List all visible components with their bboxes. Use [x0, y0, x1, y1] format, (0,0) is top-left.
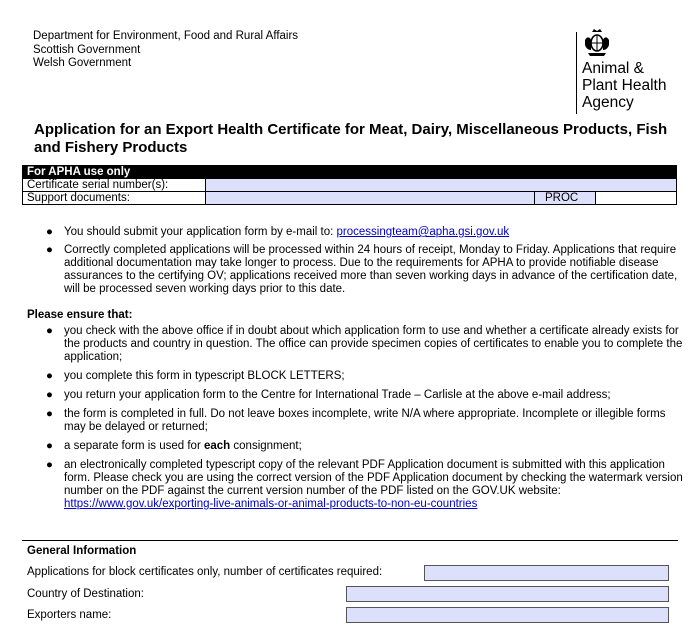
submission-bullets [44, 226, 684, 301]
block-certificates-label: Applications for block certificates only, number of certificates required: [27, 566, 383, 578]
bullet-icon: ● [46, 226, 53, 238]
block-certificates-input[interactable] [424, 565, 669, 581]
serial-number-field[interactable] [206, 179, 677, 192]
pdf-copy-text: an electronically completed typescript copy of the relevant PDF Application document is submitted with this application form. Please check you are using the correct version of the PDF Application document by checking the watermark version number on the PDF against the current version number of the PDF listed on the GOV.UK website: [64, 459, 683, 497]
serial-number-label: Certificate serial number(s): [23, 179, 206, 192]
list-item [44, 370, 684, 383]
ensure-bullets [44, 325, 684, 517]
exporters-name-label: Exporters name: [27, 609, 112, 621]
department-scottish-government: Scottish Government [33, 43, 141, 56]
list-item [44, 325, 684, 364]
list-item [44, 226, 684, 239]
gov-uk-link[interactable]: https://www.gov.uk/exporting-live-animals-or-animal-products-to-non-eu-countries [64, 498, 478, 510]
email-link[interactable]: processingteam@apha.gsi.gov.uk [336, 226, 510, 238]
ensure-heading: Please ensure that: [27, 309, 133, 321]
bullet-icon: ● [46, 408, 53, 420]
bullet-icon: ● [46, 325, 53, 337]
list-item [44, 459, 684, 511]
ensure-item-text: you return your application form to the Centre for International Trade – Carlisle at the above e-mail address; [64, 389, 611, 401]
country-of-destination-input[interactable] [346, 586, 669, 602]
agency-name [582, 60, 666, 111]
bullet-icon: ● [46, 244, 53, 256]
list-item [44, 440, 684, 453]
separate-form-prefix: a separate form is used for [64, 440, 204, 452]
apha-use-table [22, 165, 677, 205]
ensure-item-text: you check with the above office if in doubt about which application form to use and whether a certificate already exists for the products and country in question. The office can provide specimen copies of certificates to enable you to complete the application; [64, 325, 683, 363]
separate-form-each: each [203, 440, 231, 452]
ensure-item-text: you complete this form in typescript BLOCK LETTERS; [64, 370, 345, 382]
list-item [44, 408, 684, 434]
submit-text: You should submit your application form by e-mail to: [64, 226, 337, 238]
agency-line-1: Animal & [582, 60, 645, 77]
separate-form-suffix: consignment; [230, 440, 302, 452]
general-info-heading: General Information [27, 545, 137, 557]
ensure-item-text: the form is completed in full. Do not leave boxes incomplete, write N/A where appropriate. Incomplete or illegible forms may be delayed or returned; [64, 408, 666, 433]
bullet-icon: ● [46, 440, 53, 452]
department-defra: Department for Environment, Food and Rural Affairs [33, 30, 299, 42]
bullet-icon: ● [46, 370, 53, 382]
processing-text: Correctly completed applications will be processed within 24 hours of receipt, Monday to Friday. Applications that require additional documentation may take longer to process. Due to the requirements for APHA to provide notifiable disease assurances to the certifying OV; applications received more than seven working days in advance of the certification date, will be processed seven working days prior to this date. [64, 244, 678, 295]
agency-line-3: Agency [582, 94, 634, 111]
logo-divider [576, 32, 577, 114]
agency-line-2: Plant Health [582, 77, 667, 94]
country-of-destination-label: Country of Destination: [27, 588, 144, 600]
bullet-icon: ● [46, 459, 53, 471]
apha-use-heading: For APHA use only [23, 166, 677, 179]
list-item [44, 244, 684, 296]
department-list [33, 30, 298, 71]
apha-logo [574, 28, 700, 120]
proc-field[interactable] [596, 192, 677, 205]
support-documents-label: Support documents: [23, 192, 206, 205]
proc-label: PROC [535, 192, 596, 205]
bullet-icon: ● [46, 389, 53, 401]
department-welsh-government: Welsh Government [33, 57, 132, 69]
exporters-name-input[interactable] [346, 607, 669, 623]
royal-crest-icon [582, 28, 612, 58]
list-item [44, 389, 684, 402]
section-divider [22, 540, 678, 541]
page-title: Application for an Export Health Certificate for Meat, Dairy, Miscellaneous Products, Fish and Fishery Products [34, 121, 668, 156]
support-documents-field[interactable] [206, 192, 535, 205]
